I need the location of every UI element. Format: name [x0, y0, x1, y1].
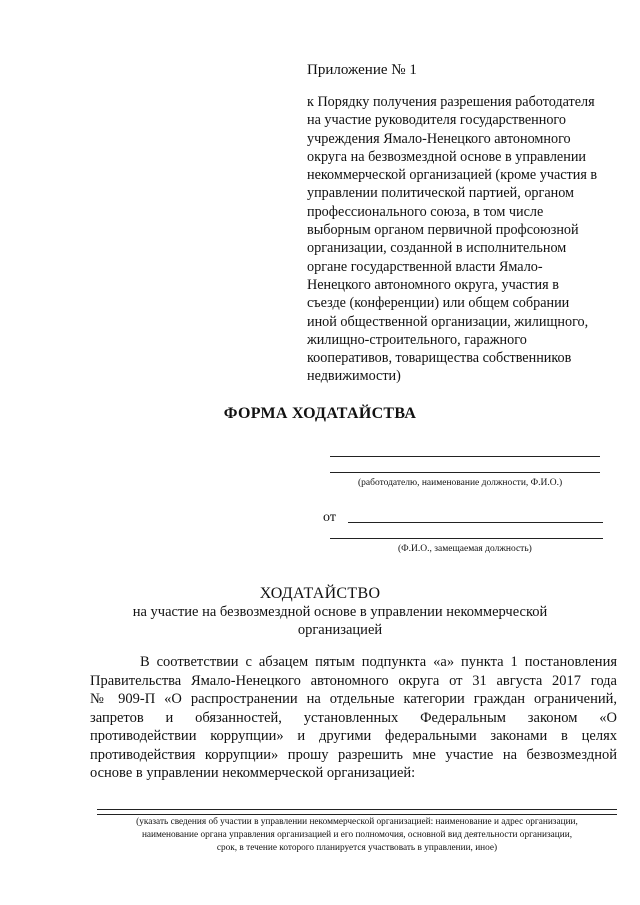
- appendix-line: съезде (конференции) или общем собрании: [307, 295, 570, 312]
- petition-subtitle: на участие на безвозмездной основе в управлении некоммерческой организацией: [132, 604, 548, 638]
- appendix-line: округа на безвозмездной основе в управлении: [307, 148, 587, 165]
- appendix-reference: [307, 93, 617, 386]
- appendix-line: органе государственной власти Ямало-: [307, 258, 543, 275]
- body-line: Правительства Ямало-Ненецкого автономного округа от 31 августа 2017 года: [90, 672, 617, 689]
- appendix-line: управлении политической партией, органом: [307, 185, 575, 202]
- appendix-line: некоммерческой организацией (кроме участия в: [307, 167, 598, 184]
- appendix-line: учреждения Ямало-Ненецкого автономного: [307, 130, 571, 147]
- body-line: основе в управлении некоммерческой организацией:: [90, 765, 416, 781]
- form-title: ФОРМА ХОДАТАЙСТВА: [223, 405, 417, 422]
- addressee-line-1: [330, 456, 600, 457]
- petition-body: [90, 653, 617, 783]
- appendix-line: на участие руководителя государственного: [307, 112, 566, 129]
- from-line-2: [330, 538, 603, 539]
- appendix-line: профессионального союза, в том числе: [307, 203, 544, 220]
- note-line: (указать сведения об участии в управлении некоммерческой организацией: наименование и адрес организации,: [136, 817, 578, 827]
- body-line: противодействия коррупции» прошу разрешить мне участие на безвозмездной: [90, 746, 617, 763]
- appendix-line: жилищно-строительного, гаражного: [307, 331, 527, 348]
- note-line-1: [97, 809, 617, 810]
- from-line-1: [348, 522, 603, 523]
- appendix-line: кооперативов, товарищества собственников: [307, 350, 572, 367]
- from-caption: (Ф.И.О., замещаемая должность): [398, 544, 532, 554]
- body-line: запретов и обязанностей, установленных Федеральным законом «О: [90, 709, 617, 726]
- body-line: противодействии коррупции» и другими федеральными законами в целях: [90, 728, 617, 744]
- appendix-line: выборным органом первичной профсоюзной: [307, 222, 579, 239]
- body-line: № 909-П «О распространении на отдельные категории граждан ограничений,: [90, 691, 617, 707]
- petition-note: [97, 816, 617, 855]
- addressee-line-2: [330, 472, 600, 473]
- addressee-caption: (работодателю, наименование должности, Ф.И.О.): [358, 478, 563, 488]
- note-line: наименование органа управления организацией и его полномочия, основной вид деятельности организации,: [141, 830, 573, 840]
- appendix-line: недвижимости): [307, 368, 401, 385]
- note-line-2: [97, 814, 617, 815]
- appendix-title: Приложение № 1: [307, 62, 417, 78]
- appendix-line: к Порядку получения разрешения работодателя: [307, 94, 595, 110]
- petition-title: ХОДАТАЙСТВО: [259, 585, 381, 602]
- note-line: срок, в течение которого планируется участвовать в управлении, иное): [216, 843, 498, 853]
- body-line: В соответствии с абзацем пятым подпункта «а» пункта 1 постановления: [140, 654, 617, 670]
- appendix-line: организации, созданной в исполнительном: [307, 240, 567, 257]
- appendix-line: Ненецкого автономного округа, участия в: [307, 276, 559, 293]
- from-label: от: [323, 510, 336, 525]
- appendix-line: иной общественной организации, жилищного,: [307, 313, 589, 330]
